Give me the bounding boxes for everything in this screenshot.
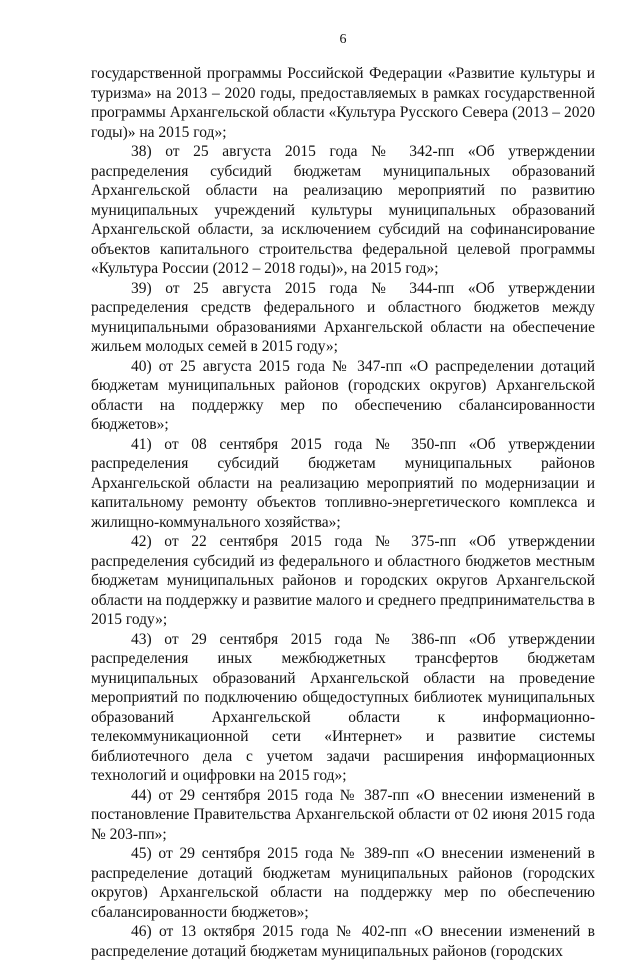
list-item-41: 41) от 08 сентября 2015 года № 350-пп «Об утверждении распределения субсидий бюджетам муниципальных районов Архангельской области на реализацию мероприятий по модернизации и капитальному ремонту объектов топливно-энергетического комплекса и жилищно-коммунального хозяйства»; bbox=[91, 435, 595, 531]
list-item-45: 45) от 29 сентября 2015 года № 389-пп «О внесении изменений в распределение дотаций бюджетам муниципальных районов (городских округов) Архангельской области на поддержку мер по обеспечению сбалансированности бюджетов»; bbox=[91, 845, 595, 921]
list-item-38: 38) от 25 августа 2015 года № 342-пп «Об утверждении распределения субсидий бюджетам муниципальных образований Архангельской области на реализацию мероприятий по развитию муниципальных учреждений культуры муниципальных образований Архангельской области, за исключением субсидий на софинансирование объектов капитального строительства федеральной целевой программы «Культура России (2012 – 2018 годы)», на 2015 год»; bbox=[91, 143, 595, 277]
list-item-40: 40) от 25 августа 2015 года № 347-пп «О распределении дотаций бюджетам муниципальных районов (городских округов) Архангельской области на поддержку мер по обеспечению сбалансированности бюджетов»; bbox=[91, 357, 595, 433]
list-item-39: 39) от 25 августа 2015 года № 344-пп «Об утверждении распределения средств федерального и областного бюджетов между муниципальными образованиями Архангельской области на обеспечение жильем молодых семей в 2015 году»; bbox=[91, 279, 595, 355]
document-page bbox=[91, 0, 595, 961]
list-item-43: 43) от 29 сентября 2015 года № 386-пп «Об утверждении распределения иных межбюджетных трансфертов бюджетам муниципальных образований Архангельской области на проведение мероприятий по подключению общедоступных библиотек муниципальных образований Архангельской области к информационно-телекоммуникационной сети «Интернет» и развитие системы библиотечного дела с учетом задачи расширения информационных технологий и оцифровки на 2015 год»; bbox=[91, 630, 595, 784]
list-item-46: 46) от 13 октября 2015 года № 402-пп «О внесении изменений в распределение дотаций бюджетам муниципальных районов (городских bbox=[91, 923, 595, 960]
paragraph-continuation: государственной программы Российской Федерации «Развитие культуры и туризма» на 2013 – 2020 годы, предоставляемых в рамках государственной программы Архангельской области «Культура Русского Севера (2013 – 2020 годы)» на 2015 год»; bbox=[91, 65, 595, 141]
list-item-42: 42) от 22 сентября 2015 года № 375-пп «Об утверждении распределения субсидий из федерального и областного бюджетов местным бюджетам муниципальных районов и городских округов Архангельской области на поддержку и развитие малого и среднего предпринимательства в 2015 году»; bbox=[91, 533, 595, 628]
page-number: 6 bbox=[339, 32, 347, 47]
list-item-44: 44) от 29 сентября 2015 года № 387-пп «О внесении изменений в постановление Правительства Архангельской области от 02 июня 2015 года № 203-пп»; bbox=[91, 786, 595, 843]
